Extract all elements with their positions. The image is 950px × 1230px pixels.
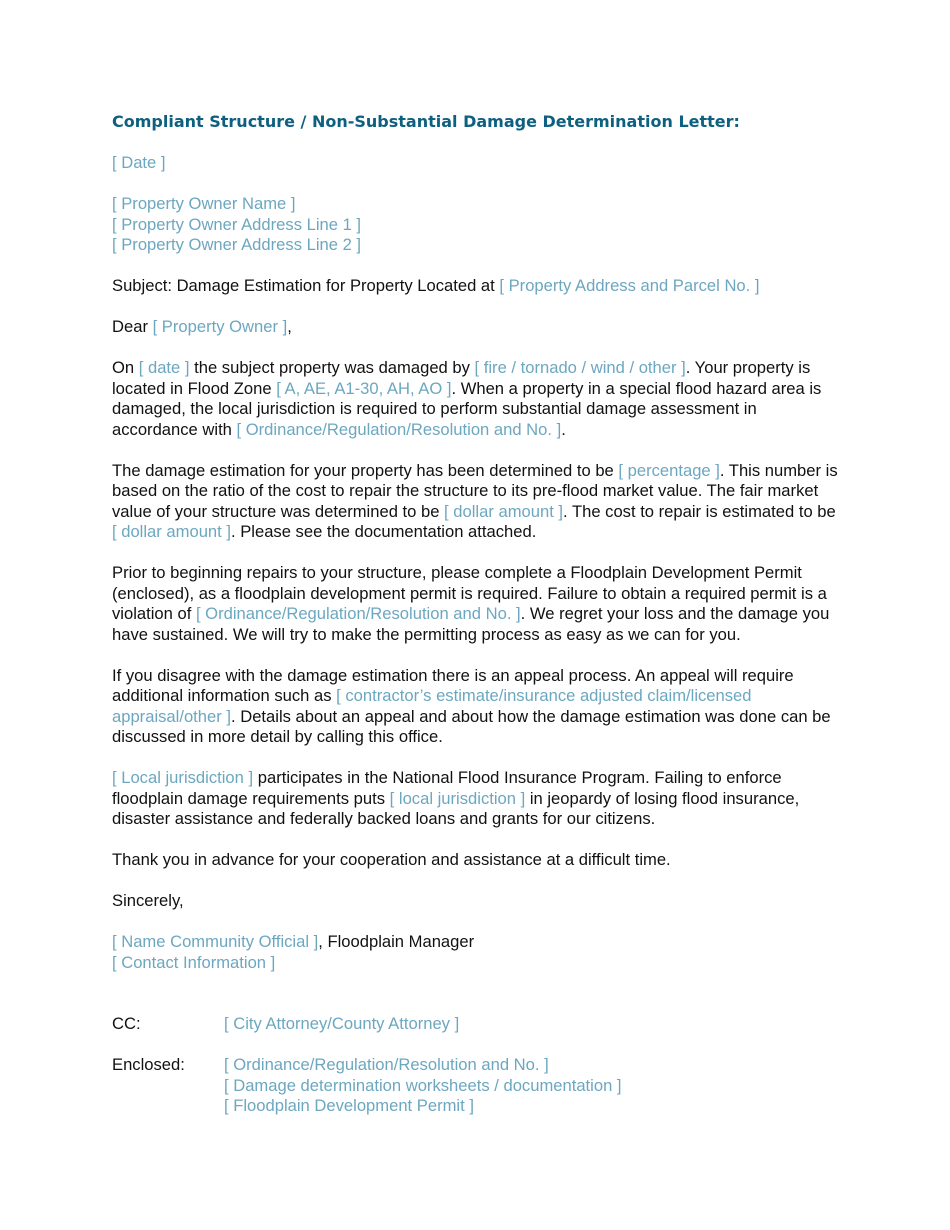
salutation-prefix: Dear bbox=[112, 317, 153, 336]
signature-name-line bbox=[112, 932, 842, 953]
p1-text-3: . Your property is located in Flood Zone bbox=[112, 358, 811, 398]
p3-text-1: Prior to beginning repairs to your structure, please complete a Floodplain Development Permit (enclosed), as a floodplain development permit is required. Failure to obtain a required permit is a violation of bbox=[112, 563, 827, 623]
p2-text-3: . The cost to repair is estimated to be bbox=[563, 501, 836, 521]
enclosed-row bbox=[112, 1055, 842, 1117]
p2-market-value-placeholder: [ dollar amount ] bbox=[444, 501, 564, 521]
salutation-suffix: , bbox=[287, 317, 292, 336]
p1-text-2: the subject property was damaged by bbox=[189, 358, 475, 377]
enclosed-label: Enclosed: bbox=[112, 1055, 185, 1074]
p2-text-4: . Please see the documentation attached. bbox=[230, 522, 537, 541]
subject-placeholder: [ Property Address and Parcel No. ] bbox=[499, 276, 760, 295]
p4-text-1: If you disagree with the damage estimation there is an appeal process. An appeal will require additional information such as bbox=[112, 665, 794, 705]
thanks-line: Thank you in advance for your cooperation and assistance at a difficult time. bbox=[112, 850, 671, 869]
paragraph-permit bbox=[112, 563, 842, 645]
enclosed-item: [ Floodplain Development Permit ] bbox=[224, 1096, 474, 1115]
page-title: Compliant Structure / Non-Substantial Damage Determination Letter: bbox=[112, 112, 740, 131]
p2-text-2: . This number is based on the ratio of the cost to repair the structure to its pre-flood market value. The fair market value of your structure was determined to be bbox=[112, 460, 838, 521]
p5-local-jurisdiction-placeholder: [ local jurisdiction ] bbox=[389, 788, 526, 808]
p3-ordinance-placeholder: [ Ordinance/Regulation/Resolution and No. ] bbox=[195, 604, 521, 623]
subject-line bbox=[112, 276, 842, 297]
subject-text: Subject: Damage Estimation for Property Located at bbox=[112, 276, 500, 295]
p1-cause-placeholder: [ fire / tornado / wind / other ] bbox=[474, 358, 686, 377]
date-placeholder: [ Date ] bbox=[112, 153, 166, 172]
cc-placeholder: [ City Attorney/County Attorney ] bbox=[224, 1014, 460, 1033]
salutation bbox=[112, 317, 842, 338]
p1-flood-zone-placeholder: [ A, AE, A1-30, AH, AO ] bbox=[276, 378, 452, 398]
p2-text-1: The damage estimation for your property has been determined to be bbox=[112, 460, 619, 480]
signature-name-placeholder: [ Name Community Official ] bbox=[112, 932, 319, 951]
p4-text-2: . Details about an appeal and about how the damage estimation was done can be discussed in more detail by calling this office. bbox=[112, 706, 831, 746]
p1-text-1: On bbox=[112, 358, 139, 377]
owner-address-block bbox=[112, 194, 842, 256]
p5-text-1: participates in the National Flood Insurance Program. Failing to enforce floodplain damage requirements puts bbox=[112, 768, 782, 808]
cc-row bbox=[112, 1014, 842, 1035]
paragraph-appeal bbox=[112, 666, 842, 748]
p1-date-placeholder: [ date ] bbox=[138, 358, 190, 377]
enclosed-item: [ Damage determination worksheets / documentation ] bbox=[224, 1075, 622, 1095]
owner-address-line-2: [ Property Owner Address Line 2 ] bbox=[112, 235, 362, 254]
p3-text-2: . We regret your loss and the damage you have sustained. We will try to make the permitting process as easy as we can for you. bbox=[112, 604, 830, 644]
paragraph-damage-event bbox=[112, 358, 842, 440]
salutation-placeholder: [ Property Owner ] bbox=[152, 317, 288, 336]
p1-ordinance-placeholder: [ Ordinance/Regulation/Resolution and No. ] bbox=[236, 419, 562, 439]
signature-contact-placeholder: [ Contact Information ] bbox=[112, 952, 276, 972]
p4-appeal-info-placeholder: [ contractor’s estimate/insurance adjusted claim/licensed appraisal/other ] bbox=[112, 686, 752, 726]
cc-label: CC: bbox=[112, 1014, 141, 1033]
signature-block bbox=[112, 932, 842, 973]
letter-body bbox=[112, 111, 842, 1137]
date-line bbox=[112, 153, 842, 174]
paragraph-damage-estimation bbox=[112, 461, 842, 543]
p1-text-4: . When a property in a special flood hazard area is damaged, the local jurisdiction is required to perform substantial damage assessment in accordance with bbox=[112, 378, 822, 439]
p2-repair-cost-placeholder: [ dollar amount ] bbox=[112, 522, 231, 541]
enclosed-item: [ Ordinance/Regulation/Resolution and No. ] bbox=[224, 1055, 549, 1074]
owner-name-placeholder: [ Property Owner Name ] bbox=[112, 194, 296, 213]
p2-percentage-placeholder: [ percentage ] bbox=[618, 460, 720, 480]
owner-address-line-1: [ Property Owner Address Line 1 ] bbox=[112, 214, 362, 234]
signature-role: , Floodplain Manager bbox=[318, 932, 475, 951]
p5-text-2: in jeopardy of losing flood insurance, disaster assistance and federally backed loans and grants for our citizens. bbox=[112, 788, 800, 828]
paragraph-nfip bbox=[112, 768, 842, 830]
p1-text-5: . bbox=[561, 419, 566, 439]
closing-line: Sincerely, bbox=[112, 891, 184, 910]
p5-jurisdiction-placeholder: [ Local jurisdiction ] bbox=[112, 768, 254, 787]
